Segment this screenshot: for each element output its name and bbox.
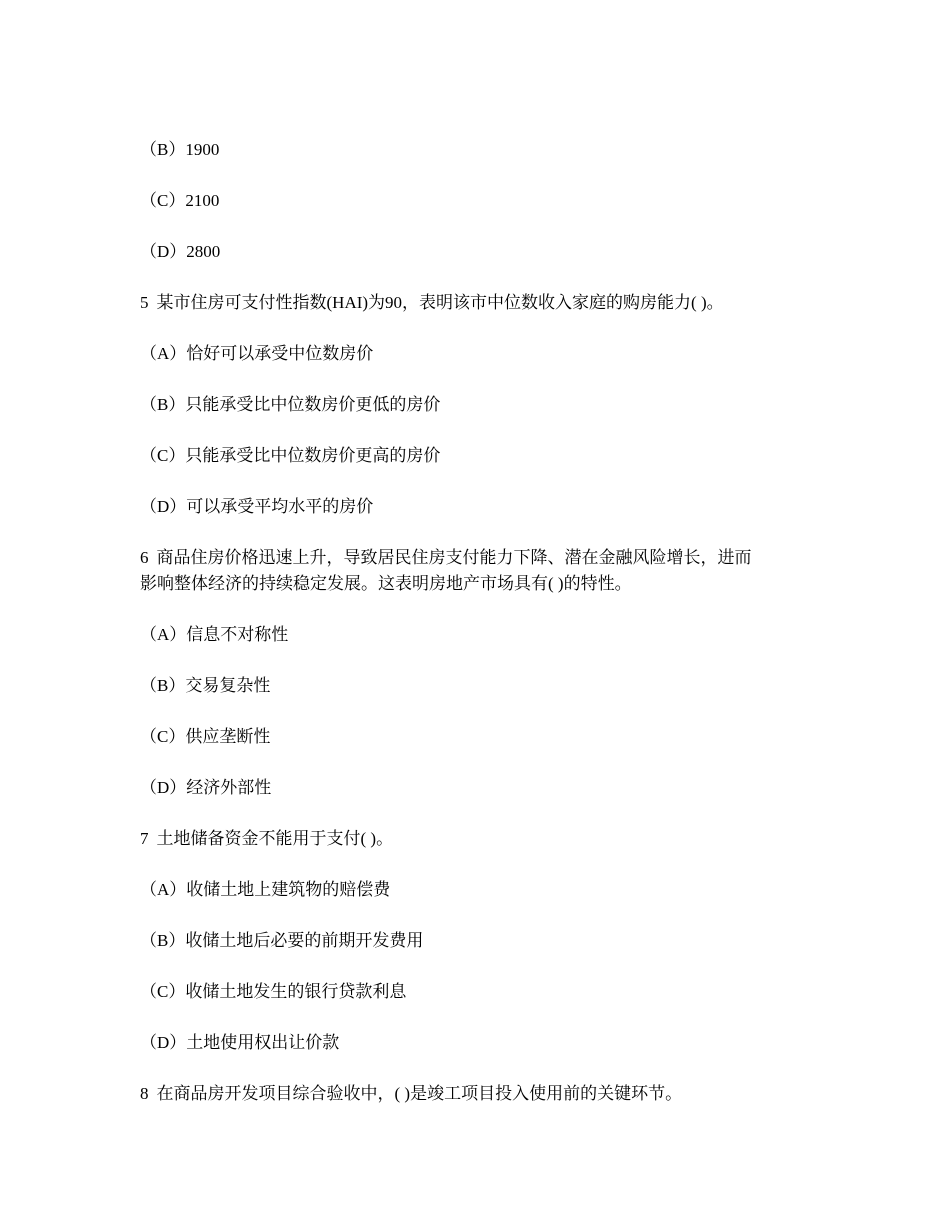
question-number: 5 [140, 293, 149, 312]
q6-option-c: （C）供应垄断性 [140, 727, 271, 746]
question-7 [140, 826, 393, 851]
q6-option-b: （B）交易复杂性 [140, 676, 271, 695]
question-number: 7 [140, 829, 149, 848]
q4-option-c: （C）2100 [140, 191, 220, 210]
question-6 [140, 545, 752, 570]
question-5 [140, 290, 724, 315]
q5-option-c: （C）只能承受比中位数房价更高的房价 [140, 446, 441, 465]
q6-option-d: （D）经济外部性 [140, 778, 272, 797]
q5-option-a: （A）恰好可以承受中位数房价 [140, 344, 374, 363]
question-text: 商品住房价格迅速上升，导致居民住房支付能力下降、潜在金融风险增长，进而 [156, 548, 752, 567]
question-text: 土地储备资金不能用于支付( )。 [156, 829, 394, 848]
question-8 [140, 1081, 682, 1106]
q5-option-d: （D）可以承受平均水平的房价 [140, 497, 374, 516]
q7-option-c: （C）收储土地发生的银行贷款利息 [140, 982, 407, 1001]
question-number: 6 [140, 548, 149, 567]
q7-option-d: （D）土地使用权出让价款 [140, 1033, 340, 1052]
q4-option-d: （D）2800 [140, 242, 221, 261]
q7-option-a: （A）收储土地上建筑物的赔偿费 [140, 880, 391, 899]
question-number: 8 [140, 1084, 149, 1103]
question-text: 在商品房开发项目综合验收中，( )是竣工项目投入使用前的关键环节。 [156, 1084, 683, 1103]
q4-option-b: （B）1900 [140, 140, 220, 159]
question-6-continuation: 影响整体经济的持续稳定发展。这表明房地产市场具有( )的特性。 [140, 574, 632, 593]
q7-option-b: （B）收储土地后必要的前期开发费用 [140, 931, 424, 950]
q6-option-a: （A）信息不对称性 [140, 625, 289, 644]
question-text: 某市住房可支付性指数(HAI)为90，表明该市中位数收入家庭的购房能力( )。 [156, 293, 724, 312]
q5-option-b: （B）只能承受比中位数房价更低的房价 [140, 395, 441, 414]
